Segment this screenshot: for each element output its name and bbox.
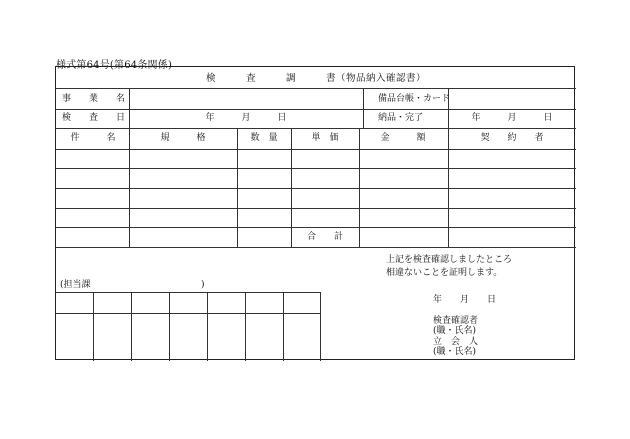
column-header: 件 名: [70, 133, 116, 143]
witness-label: 立 会 人: [433, 337, 479, 347]
certification-text: 相違ないことを証明します。: [386, 268, 503, 278]
row-divider: [56, 88, 576, 89]
total-label: 合 計: [306, 232, 344, 242]
column-header: 規 格: [160, 133, 206, 143]
stamp-col-divider: [283, 292, 284, 361]
stamp-grid-divider: [56, 313, 320, 314]
column-header: 契 約 者: [480, 133, 544, 143]
stamp-col-divider: [169, 292, 170, 361]
row-divider: [56, 128, 576, 129]
col-divider: [129, 128, 130, 247]
inspection-date-label: 検 査 日: [62, 113, 126, 123]
col-divider: [291, 128, 292, 247]
column-header: 金 額: [380, 133, 426, 143]
inspection-date-value: 年 月 日: [205, 113, 287, 123]
col-divider: [237, 128, 238, 247]
inspector-label: 検査確認者: [433, 316, 479, 326]
inspector-title: (職・氏名): [433, 326, 477, 336]
col-divider: [359, 128, 360, 247]
delivery-date-value: 年 月 日: [471, 113, 553, 123]
column-header: 単 価: [311, 133, 339, 143]
department-label: (担当課: [60, 280, 91, 290]
column-header: 数 量: [250, 133, 278, 143]
department-close: ): [201, 280, 205, 290]
certification-date: 年 月 日: [433, 295, 497, 305]
stamp-grid-top: [56, 292, 320, 293]
form-number-label: 様式第64号(第64条関係): [56, 60, 173, 71]
certification-text: 上記を検査確認しましたところ: [386, 255, 513, 265]
ledger-card-label: 備品台帳・カード: [378, 94, 451, 104]
row-divider: [56, 168, 576, 169]
col-divider: [363, 88, 364, 128]
inspection-form: [55, 66, 575, 360]
stamp-col-divider: [207, 292, 208, 361]
row-divider: [56, 149, 576, 150]
stamp-col-divider: [245, 292, 246, 361]
row-divider: [56, 109, 576, 110]
delivery-label: 納品・完了: [378, 113, 424, 123]
stamp-col-divider: [131, 292, 132, 361]
row-divider: [56, 247, 576, 248]
form-title: 検 査 調 書（物品納入確認書）: [205, 73, 427, 84]
col-divider: [448, 128, 449, 247]
witness-title: (職・氏名): [433, 347, 477, 357]
row-divider: [56, 208, 576, 209]
row-divider: [56, 227, 576, 228]
stamp-col-divider: [93, 292, 94, 361]
stamp-col-divider: [320, 292, 321, 361]
row-divider: [56, 188, 576, 189]
col-divider: [129, 88, 130, 128]
business-name-label: 事 業 名: [62, 94, 126, 104]
